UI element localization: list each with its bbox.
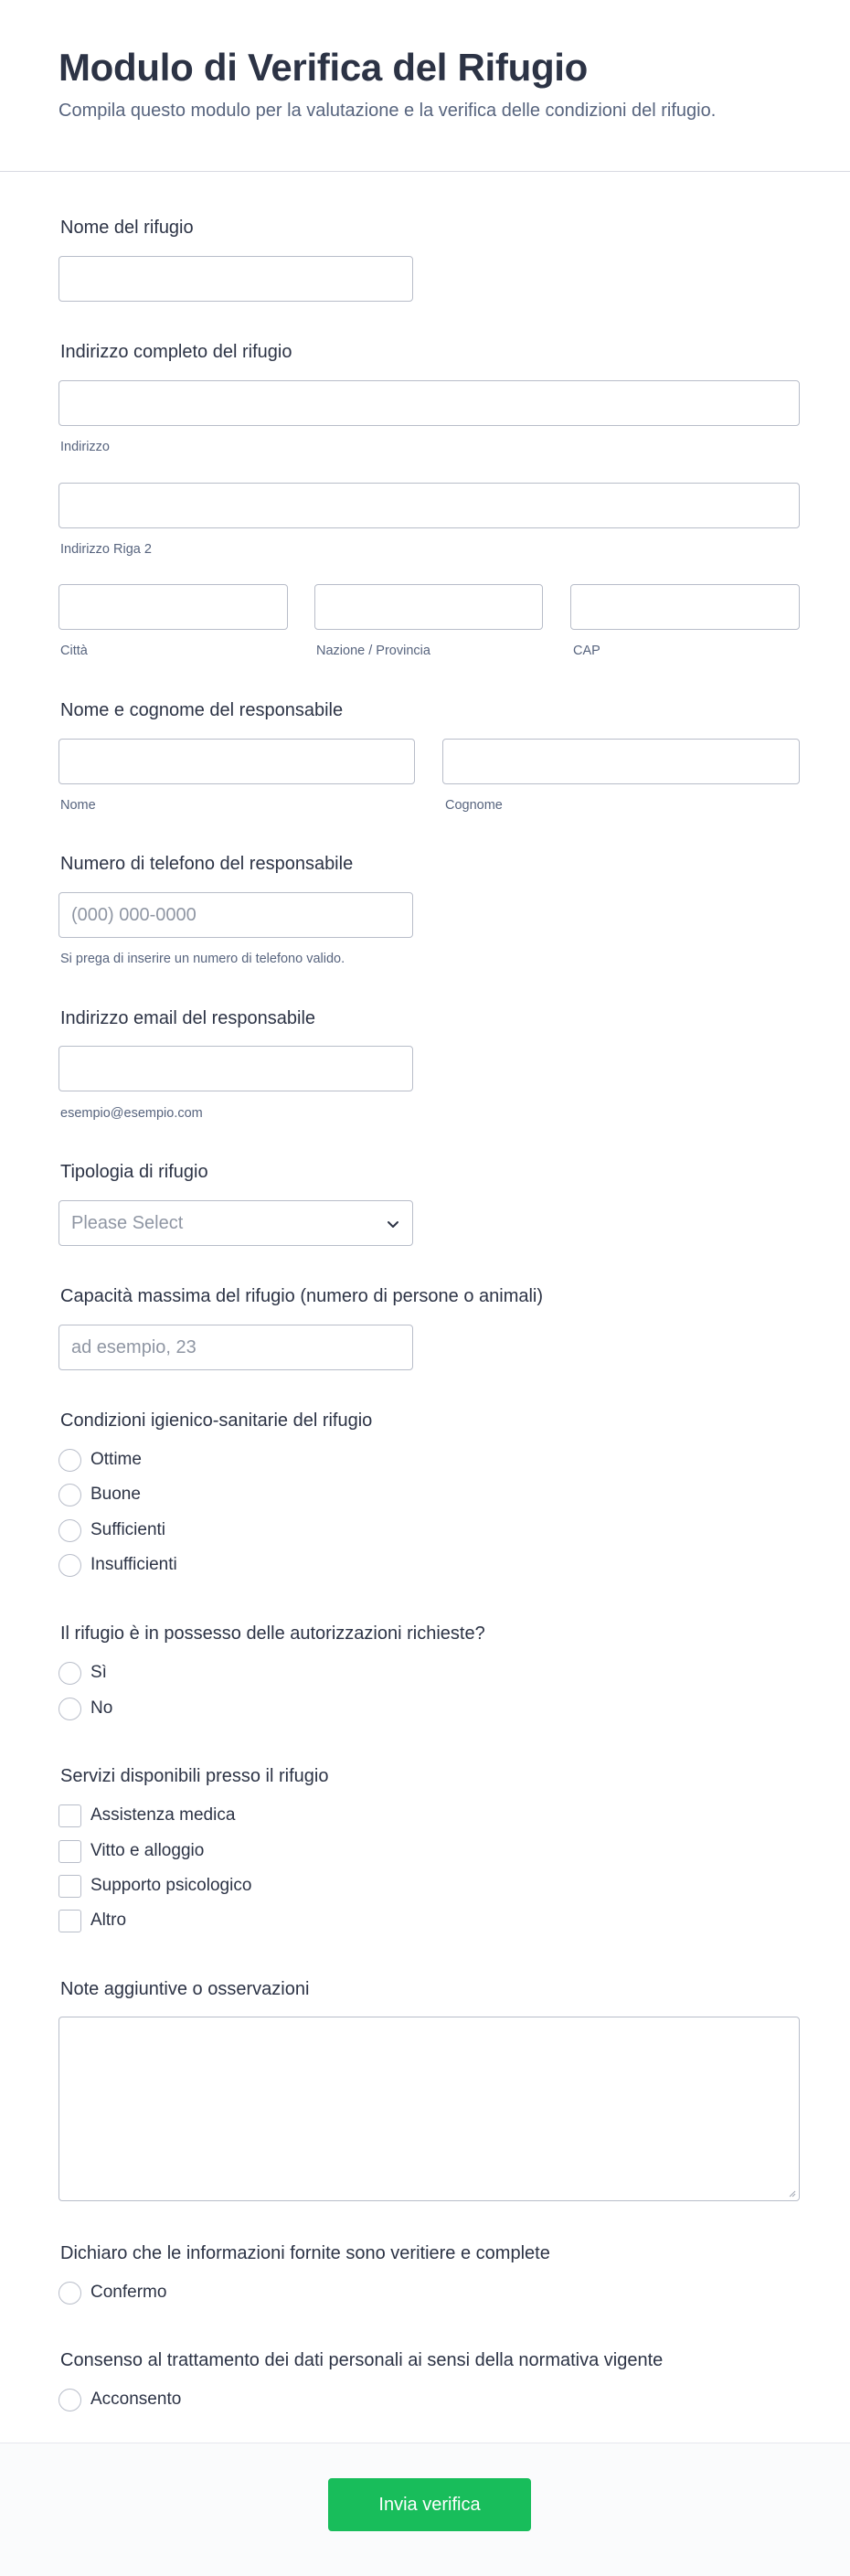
zip-input[interactable] [570,584,800,630]
notes-label: Note aggiuntive o osservazioni [60,1979,310,1999]
shelter-type-label: Tipologia di rifugio [60,1162,208,1182]
option-label: Ottime [90,1450,142,1469]
shelter-type-selected: Please Select [71,1212,184,1233]
declaration-label: Dichiaro che le informazioni fornite sono veritiere e complete [60,2243,550,2263]
address-line2-sublabel: Indirizzo Riga 2 [60,542,152,557]
address-line2-input[interactable] [58,483,800,528]
address-line1-sublabel: Indirizzo [60,440,110,454]
option-label: Altro [90,1911,127,1930]
state-sublabel: Nazione / Provincia [316,644,430,658]
radio-button[interactable] [58,1554,81,1577]
first-name-input[interactable] [58,739,415,784]
address-label: Indirizzo completo del rifugio [60,342,292,362]
authorizations-option-no[interactable] [58,1696,112,1721]
radio-button[interactable] [58,1698,81,1720]
radio-button[interactable] [58,2282,81,2305]
services-option-assistenza-medica[interactable] [58,1803,235,1828]
hygiene-option-ottime[interactable] [58,1447,142,1473]
radio-button[interactable] [58,1519,81,1542]
phone-sublabel: Si prega di inserire un numero di telefono valido. [60,952,345,966]
hygiene-option-sufficienti[interactable] [58,1517,165,1543]
email-label: Indirizzo email del responsabile [60,1008,316,1028]
shelter-name-input[interactable] [58,256,413,302]
checkbox[interactable] [58,1804,81,1827]
page-subtitle: Compila questo modulo per la valutazione e la verifica delle condizioni del rifugio. [58,101,717,121]
radio-button[interactable] [58,2389,81,2411]
last-name-sublabel: Cognome [445,798,503,813]
last-name-input[interactable] [442,739,800,784]
checkbox[interactable] [58,1840,81,1863]
services-option-vitto-alloggio[interactable] [58,1838,204,1864]
hygiene-option-buone[interactable] [58,1482,141,1507]
hygiene-label: Condizioni igienico-sanitarie del rifugio [60,1410,373,1431]
form-header [0,0,850,172]
checkbox[interactable] [58,1910,81,1932]
option-label: Assistenza medica [90,1805,236,1825]
option-label: Insufficienti [90,1555,177,1574]
option-label: No [90,1698,113,1718]
option-label: Sì [90,1663,107,1682]
consent-label: Consenso al trattamento dei dati personali ai sensi della normativa vigente [60,2350,664,2370]
phone-input[interactable] [58,892,413,938]
hygiene-option-insufficienti[interactable] [58,1552,177,1578]
capacity-label: Capacità massima del rifugio (numero di persone o animali) [60,1286,544,1306]
checkbox[interactable] [58,1875,81,1898]
radio-button[interactable] [58,1449,81,1472]
manager-name-label: Nome e cognome del responsabile [60,700,344,720]
consent-option-acconsento[interactable] [58,2387,181,2412]
address-line1-input[interactable] [58,380,800,426]
state-input[interactable] [314,584,543,630]
option-label: Vitto e alloggio [90,1841,205,1860]
services-label: Servizi disponibili presso il rifugio [60,1766,329,1786]
shelter-name-label: Nome del rifugio [60,218,194,238]
option-label: Supporto psicologico [90,1876,252,1895]
page-title: Modulo di Verifica del Rifugio [58,46,589,89]
first-name-sublabel: Nome [60,798,96,813]
shelter-type-select[interactable] [58,1200,413,1246]
phone-label: Numero di telefono del responsabile [60,854,354,874]
submit-button[interactable]: Invia verifica [328,2478,531,2531]
radio-button[interactable] [58,1484,81,1506]
services-option-supporto-psicologico[interactable] [58,1873,251,1899]
city-sublabel: Città [60,644,88,658]
city-input[interactable] [58,584,288,630]
resize-handle-icon[interactable] [787,2188,796,2198]
option-label: Acconsento [90,2390,182,2409]
authorizations-option-si[interactable] [58,1660,107,1686]
capacity-input[interactable] [58,1325,413,1370]
zip-sublabel: CAP [573,644,600,658]
declaration-option-confermo[interactable] [58,2280,166,2305]
email-input[interactable] [58,1046,413,1091]
option-label: Confermo [90,2283,167,2302]
option-label: Sufficienti [90,1520,166,1539]
authorizations-label: Il rifugio è in possesso delle autorizzazioni richieste? [60,1623,485,1644]
radio-button[interactable] [58,1662,81,1685]
email-sublabel: esempio@esempio.com [60,1106,203,1121]
chevron-down-icon [385,1216,401,1232]
option-label: Buone [90,1485,141,1504]
notes-textarea[interactable] [58,2017,800,2201]
services-option-altro[interactable] [58,1908,126,1933]
